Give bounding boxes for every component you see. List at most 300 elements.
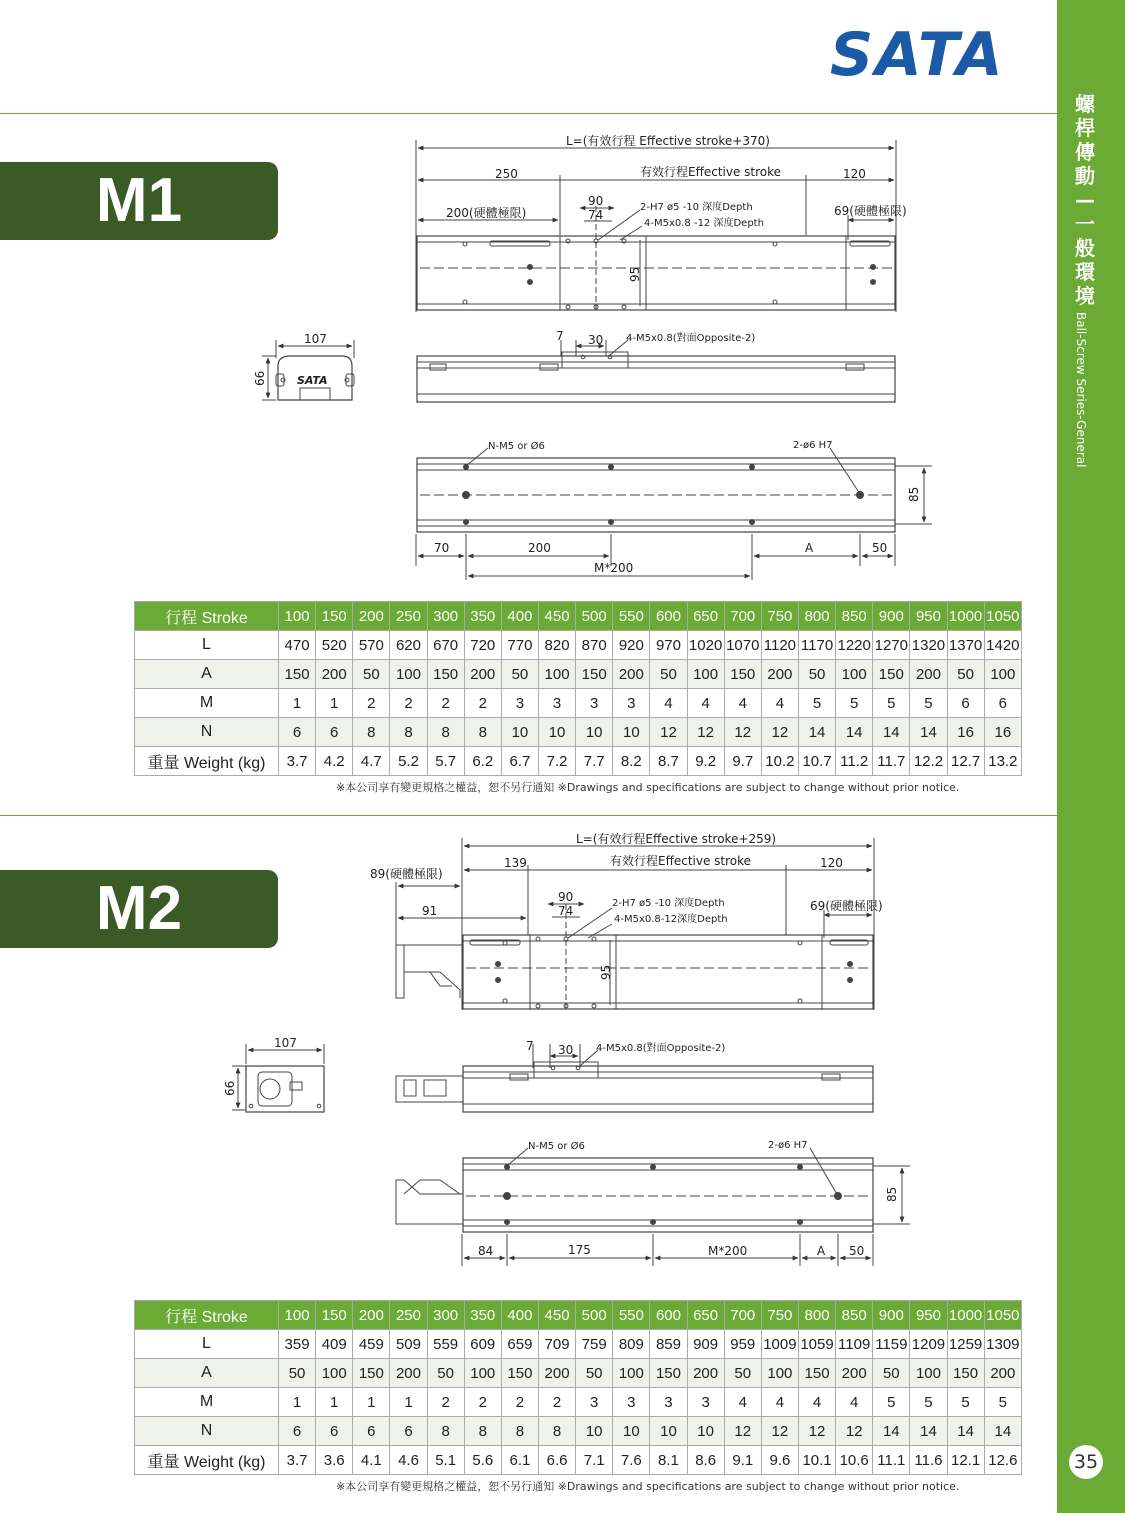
row-label: L bbox=[135, 1330, 279, 1359]
table-cell: 2 bbox=[427, 1388, 464, 1417]
row-label: A bbox=[135, 660, 279, 689]
m2-bM: M*200 bbox=[708, 1244, 748, 1258]
table-cell: 8.2 bbox=[613, 747, 650, 776]
table-cell: 459 bbox=[353, 1330, 390, 1359]
table-cell: 1420 bbox=[984, 631, 1021, 660]
m1-end-logo: SATA bbox=[297, 374, 328, 387]
m1-end-height: 66 bbox=[253, 370, 267, 386]
table-cell: 11.1 bbox=[873, 1446, 910, 1475]
m2-hole-note2: 4-M5x0.8-12深度Depth bbox=[614, 914, 728, 925]
m2-end-view bbox=[232, 1044, 324, 1112]
table-cell: 12.7 bbox=[947, 747, 984, 776]
table-cell: 4 bbox=[724, 689, 761, 718]
m2-total-length: L=(有效行程Effective stroke+259) bbox=[576, 832, 777, 846]
stroke-header-cell: 1050 bbox=[984, 602, 1021, 631]
stroke-header-cell: 250 bbox=[390, 602, 427, 631]
table-cell: 50 bbox=[501, 660, 538, 689]
table-cell: 200 bbox=[761, 660, 798, 689]
m2-bottom-view bbox=[396, 1148, 910, 1266]
table-cell: 5.2 bbox=[390, 747, 427, 776]
table-cell: 970 bbox=[650, 631, 687, 660]
m1-left-limit: 200(硬體極限) bbox=[446, 206, 527, 220]
table-cell: 670 bbox=[427, 631, 464, 660]
m2-height95: 95 bbox=[599, 964, 613, 980]
table-cell: 809 bbox=[613, 1330, 650, 1359]
table-cell: 1320 bbox=[910, 631, 947, 660]
table-cell: 50 bbox=[279, 1359, 316, 1388]
stroke-header-cell: 450 bbox=[538, 1301, 575, 1330]
m1-note: ※本公司享有變更規格之權益，恕不另行通知 ※Drawings and specifications are subject to change without prior notice. bbox=[336, 781, 960, 794]
table-cell: 5 bbox=[873, 1388, 910, 1417]
table-cell: 5.7 bbox=[427, 747, 464, 776]
table-cell: 150 bbox=[427, 660, 464, 689]
table-cell: 1370 bbox=[947, 631, 984, 660]
m2-right-len: 120 bbox=[820, 856, 843, 870]
table-cell: 150 bbox=[501, 1359, 538, 1388]
stroke-header-cell: 950 bbox=[910, 1301, 947, 1330]
table-cell: 100 bbox=[910, 1359, 947, 1388]
table-cell: 200 bbox=[613, 660, 650, 689]
m2-left-limit: 89(硬體極限) bbox=[370, 867, 443, 881]
m1-side-view bbox=[417, 340, 895, 402]
table-cell: 4.2 bbox=[316, 747, 353, 776]
table-cell: 100 bbox=[984, 660, 1021, 689]
m2-d90: 90 bbox=[558, 890, 574, 904]
table-cell: 3.7 bbox=[279, 747, 316, 776]
table-cell: 3 bbox=[613, 689, 650, 718]
stroke-header-cell: 600 bbox=[650, 602, 687, 631]
sidebar-title-cn: 螺桿傳動—一般環境 bbox=[1075, 92, 1095, 308]
stroke-header-cell: 300 bbox=[427, 1301, 464, 1330]
stroke-header-cell: 700 bbox=[724, 602, 761, 631]
table-row bbox=[135, 1359, 1022, 1388]
table-cell: 520 bbox=[316, 631, 353, 660]
table-cell: 10 bbox=[613, 718, 650, 747]
table-cell: 6 bbox=[316, 718, 353, 747]
table-cell: 200 bbox=[464, 660, 501, 689]
table-cell: 3 bbox=[613, 1388, 650, 1417]
table-cell: 5 bbox=[798, 689, 835, 718]
stroke-header-cell: 550 bbox=[613, 602, 650, 631]
stroke-header-cell: 1050 bbox=[984, 1301, 1021, 1330]
m2-pin-holes: 2-ø6 H7 bbox=[768, 1140, 808, 1151]
table-cell: 359 bbox=[279, 1330, 316, 1359]
m1-bA: A bbox=[805, 541, 814, 555]
table-cell: 6 bbox=[947, 689, 984, 718]
table-cell: 150 bbox=[724, 660, 761, 689]
m1-side-note: 4-M5x0.8(對面Opposite-2) bbox=[626, 333, 756, 344]
stroke-header-cell: 1000 bbox=[947, 1301, 984, 1330]
table-cell: 12 bbox=[798, 1417, 835, 1446]
page-number: 35 bbox=[1069, 1445, 1103, 1479]
table-cell: 6 bbox=[390, 1417, 427, 1446]
table-cell: 10.6 bbox=[836, 1446, 873, 1475]
table-cell: 720 bbox=[464, 631, 501, 660]
table-cell: 6 bbox=[316, 1417, 353, 1446]
m2-side-view bbox=[396, 1044, 873, 1112]
stroke-header-cell: 800 bbox=[798, 1301, 835, 1330]
table-row bbox=[135, 747, 1022, 776]
m2-stroke-label: 有效行程Effective stroke bbox=[610, 854, 752, 868]
table-cell: 10 bbox=[576, 1417, 613, 1446]
table-cell: 859 bbox=[650, 1330, 687, 1359]
table-cell: 11.6 bbox=[910, 1446, 947, 1475]
table-cell: 14 bbox=[984, 1417, 1021, 1446]
table-cell: 100 bbox=[613, 1359, 650, 1388]
table-cell: 3 bbox=[501, 689, 538, 718]
stroke-header-cell: 850 bbox=[836, 602, 873, 631]
table-cell: 759 bbox=[576, 1330, 613, 1359]
row-label: L bbox=[135, 631, 279, 660]
table-cell: 14 bbox=[947, 1417, 984, 1446]
table-cell: 10.2 bbox=[761, 747, 798, 776]
m1-b70: 70 bbox=[434, 541, 450, 555]
table-cell: 1059 bbox=[798, 1330, 835, 1359]
table-cell: 4 bbox=[687, 689, 724, 718]
stroke-header-cell: 750 bbox=[761, 1301, 798, 1330]
table-cell: 14 bbox=[873, 718, 910, 747]
table-cell: 10.1 bbox=[798, 1446, 835, 1475]
table-cell: 3.6 bbox=[316, 1446, 353, 1475]
table-cell: 2 bbox=[538, 1388, 575, 1417]
table-cell: 4 bbox=[761, 689, 798, 718]
m2-width85: 85 bbox=[885, 1186, 899, 1202]
m1-d7: 7 bbox=[556, 329, 564, 343]
m1-left-len: 250 bbox=[495, 167, 518, 181]
table-cell: 3 bbox=[576, 689, 613, 718]
table-cell: 5 bbox=[947, 1388, 984, 1417]
row-label: M bbox=[135, 1388, 279, 1417]
row-label: M bbox=[135, 689, 279, 718]
m2-d7: 7 bbox=[526, 1039, 534, 1053]
table-cell: 2 bbox=[390, 689, 427, 718]
m1-b50: 50 bbox=[872, 541, 888, 555]
stroke-header-cell: 800 bbox=[798, 602, 835, 631]
table-cell: 6.2 bbox=[464, 747, 501, 776]
sidebar-title-en: Ball-Screw Series-General bbox=[1074, 312, 1088, 468]
table-row bbox=[135, 660, 1022, 689]
table-cell: 200 bbox=[984, 1359, 1021, 1388]
table-cell: 50 bbox=[576, 1359, 613, 1388]
m2-d74: 74 bbox=[558, 904, 574, 918]
table-cell: 14 bbox=[910, 1417, 947, 1446]
table-cell: 8 bbox=[390, 718, 427, 747]
table-row bbox=[135, 689, 1022, 718]
table-cell: 620 bbox=[390, 631, 427, 660]
table-row bbox=[135, 1330, 1022, 1359]
stroke-header-cell: 550 bbox=[613, 1301, 650, 1330]
table-cell: 50 bbox=[873, 1359, 910, 1388]
stroke-header-label: 行程 Stroke bbox=[135, 1301, 279, 1330]
table-cell: 5 bbox=[910, 689, 947, 718]
table-cell: 1020 bbox=[687, 631, 724, 660]
stroke-header-cell: 350 bbox=[464, 602, 501, 631]
table-row bbox=[135, 718, 1022, 747]
table-cell: 770 bbox=[501, 631, 538, 660]
table-cell: 100 bbox=[464, 1359, 501, 1388]
m1-n-holes: N-M5 or Ø6 bbox=[488, 441, 545, 452]
table-cell: 200 bbox=[390, 1359, 427, 1388]
table-cell: 9.6 bbox=[761, 1446, 798, 1475]
table-cell: 559 bbox=[427, 1330, 464, 1359]
table-cell: 12.6 bbox=[984, 1446, 1021, 1475]
stroke-header-cell: 350 bbox=[464, 1301, 501, 1330]
table-cell: 50 bbox=[724, 1359, 761, 1388]
table-cell: 100 bbox=[538, 660, 575, 689]
table-cell: 9.2 bbox=[687, 747, 724, 776]
table-cell: 4.1 bbox=[353, 1446, 390, 1475]
table-cell: 2 bbox=[501, 1388, 538, 1417]
table-cell: 12 bbox=[687, 718, 724, 747]
table-cell: 10 bbox=[576, 718, 613, 747]
m1-spec-table bbox=[134, 601, 1022, 776]
table-cell: 7.2 bbox=[538, 747, 575, 776]
table-cell: 200 bbox=[316, 660, 353, 689]
table-cell: 6.6 bbox=[538, 1446, 575, 1475]
table-cell: 4.6 bbox=[390, 1446, 427, 1475]
table-cell: 8 bbox=[353, 718, 390, 747]
table-cell: 8.7 bbox=[650, 747, 687, 776]
stroke-header-cell: 600 bbox=[650, 1301, 687, 1330]
stroke-header-cell: 950 bbox=[910, 602, 947, 631]
table-cell: 10 bbox=[501, 718, 538, 747]
table-cell: 6 bbox=[353, 1417, 390, 1446]
table-cell: 10.7 bbox=[798, 747, 835, 776]
m1-height95: 95 bbox=[628, 266, 642, 282]
table-cell: 150 bbox=[576, 660, 613, 689]
table-cell: 12 bbox=[724, 718, 761, 747]
table-cell: 150 bbox=[279, 660, 316, 689]
model-tag-m1: M1 bbox=[0, 162, 278, 240]
stroke-header-cell: 150 bbox=[316, 602, 353, 631]
table-cell: 1 bbox=[316, 1388, 353, 1417]
stroke-header-cell: 750 bbox=[761, 602, 798, 631]
table-cell: 200 bbox=[687, 1359, 724, 1388]
row-label: A bbox=[135, 1359, 279, 1388]
table-cell: 50 bbox=[798, 660, 835, 689]
stroke-header-cell: 900 bbox=[873, 1301, 910, 1330]
table-cell: 100 bbox=[316, 1359, 353, 1388]
table-cell: 100 bbox=[687, 660, 724, 689]
m2-d30: 30 bbox=[558, 1043, 574, 1057]
m1-pin-holes: 2-ø6 H7 bbox=[793, 440, 833, 451]
table-cell: 3 bbox=[650, 1388, 687, 1417]
table-cell: 870 bbox=[576, 631, 613, 660]
stroke-header-cell: 200 bbox=[353, 1301, 390, 1330]
stroke-header-cell: 900 bbox=[873, 602, 910, 631]
table-cell: 10 bbox=[650, 1417, 687, 1446]
table-cell: 2 bbox=[464, 689, 501, 718]
table-cell: 709 bbox=[538, 1330, 575, 1359]
m2-end-width: 107 bbox=[274, 1036, 297, 1050]
stroke-header-cell: 500 bbox=[576, 1301, 613, 1330]
table-cell: 3 bbox=[538, 689, 575, 718]
table-cell: 10 bbox=[687, 1417, 724, 1446]
m1-bottom-view bbox=[416, 448, 932, 580]
table-cell: 14 bbox=[910, 718, 947, 747]
table-cell: 10 bbox=[613, 1417, 650, 1446]
table-cell: 609 bbox=[464, 1330, 501, 1359]
table-cell: 200 bbox=[910, 660, 947, 689]
m1-width85: 85 bbox=[907, 486, 921, 502]
m2-right-limit: 69(硬體極限) bbox=[810, 899, 883, 913]
table-cell: 3.7 bbox=[279, 1446, 316, 1475]
table-cell: 1259 bbox=[947, 1330, 984, 1359]
table-cell: 50 bbox=[650, 660, 687, 689]
table-cell: 11.2 bbox=[836, 747, 873, 776]
table-cell: 11.7 bbox=[873, 747, 910, 776]
table-cell: 12 bbox=[761, 718, 798, 747]
m1-total-length: L=(有效行程 Effective stroke+370) bbox=[566, 134, 770, 148]
table-cell: 50 bbox=[427, 1359, 464, 1388]
table-cell: 14 bbox=[798, 718, 835, 747]
table-cell: 409 bbox=[316, 1330, 353, 1359]
stroke-header-cell: 200 bbox=[353, 602, 390, 631]
table-cell: 6 bbox=[279, 718, 316, 747]
table-cell: 1070 bbox=[724, 631, 761, 660]
table-cell: 8 bbox=[464, 718, 501, 747]
table-cell: 3 bbox=[576, 1388, 613, 1417]
table-cell: 13.2 bbox=[984, 747, 1021, 776]
stroke-header-cell: 700 bbox=[724, 1301, 761, 1330]
table-cell: 6 bbox=[279, 1417, 316, 1446]
stroke-header-cell: 300 bbox=[427, 602, 464, 631]
m2-b50: 50 bbox=[849, 1244, 865, 1258]
table-cell: 509 bbox=[390, 1330, 427, 1359]
table-cell: 1 bbox=[353, 1388, 390, 1417]
row-label: N bbox=[135, 718, 279, 747]
m1-d30: 30 bbox=[588, 333, 604, 347]
table-cell: 150 bbox=[873, 660, 910, 689]
stroke-header-cell: 850 bbox=[836, 1301, 873, 1330]
table-cell: 12 bbox=[836, 1417, 873, 1446]
table-cell: 10 bbox=[538, 718, 575, 747]
stroke-header-cell: 100 bbox=[279, 602, 316, 631]
table-cell: 5 bbox=[873, 689, 910, 718]
m2-note: ※本公司享有變更規格之權益，恕不另行通知 ※Drawings and specifications are subject to change without prior notice. bbox=[336, 1480, 960, 1493]
m2-d91: 91 bbox=[422, 904, 438, 918]
stroke-header-cell: 450 bbox=[538, 602, 575, 631]
m2-b84: 84 bbox=[478, 1244, 494, 1258]
stroke-header-cell: 150 bbox=[316, 1301, 353, 1330]
table-cell: 5 bbox=[910, 1388, 947, 1417]
table-cell: 6.7 bbox=[501, 747, 538, 776]
table-cell: 8 bbox=[427, 718, 464, 747]
table-cell: 2 bbox=[464, 1388, 501, 1417]
table-cell: 12 bbox=[724, 1417, 761, 1446]
stroke-header-label: 行程 Stroke bbox=[135, 602, 279, 631]
table-cell: 150 bbox=[947, 1359, 984, 1388]
table-cell: 200 bbox=[538, 1359, 575, 1388]
table-cell: 1270 bbox=[873, 631, 910, 660]
table-cell: 1 bbox=[279, 1388, 316, 1417]
table-cell: 8.6 bbox=[687, 1446, 724, 1475]
m1-hole-note1: 2-H7 ø5 -10 深度Depth bbox=[640, 202, 753, 213]
table-cell: 909 bbox=[687, 1330, 724, 1359]
table-cell: 5.1 bbox=[427, 1446, 464, 1475]
table-cell: 7.1 bbox=[576, 1446, 613, 1475]
m2-n-holes: N-M5 or Ø6 bbox=[528, 1141, 585, 1152]
table-cell: 3 bbox=[687, 1388, 724, 1417]
m2-side-note: 4-M5x0.8(對面Opposite-2) bbox=[596, 1043, 726, 1054]
table-cell: 2 bbox=[353, 689, 390, 718]
table-cell: 4 bbox=[650, 689, 687, 718]
stroke-header-cell: 650 bbox=[687, 1301, 724, 1330]
m2-spec-table bbox=[134, 1300, 1022, 1475]
m2-hole-note1: 2-H7 ø5 -10 深度Depth bbox=[612, 898, 725, 909]
table-cell: 50 bbox=[353, 660, 390, 689]
table-cell: 6 bbox=[984, 689, 1021, 718]
table-cell: 4 bbox=[724, 1388, 761, 1417]
m2-b175: 175 bbox=[568, 1243, 591, 1257]
table-cell: 5 bbox=[984, 1388, 1021, 1417]
row-label: 重量 Weight (kg) bbox=[135, 747, 279, 776]
sata-logo: SATA bbox=[830, 20, 1005, 90]
table-cell: 1009 bbox=[761, 1330, 798, 1359]
table-cell: 1209 bbox=[910, 1330, 947, 1359]
table-cell: 570 bbox=[353, 631, 390, 660]
m1-end-view bbox=[262, 340, 354, 400]
table-cell: 1220 bbox=[836, 631, 873, 660]
table-cell: 8 bbox=[464, 1417, 501, 1446]
table-cell: 1109 bbox=[836, 1330, 873, 1359]
table-cell: 9.7 bbox=[724, 747, 761, 776]
table-cell: 16 bbox=[947, 718, 984, 747]
m1-d74: 74 bbox=[588, 208, 604, 222]
table-cell: 12 bbox=[650, 718, 687, 747]
table-cell: 1159 bbox=[873, 1330, 910, 1359]
stroke-header-cell: 400 bbox=[501, 602, 538, 631]
m1-b200: 200 bbox=[528, 541, 551, 555]
table-cell: 12.2 bbox=[910, 747, 947, 776]
table-cell: 959 bbox=[724, 1330, 761, 1359]
table-row bbox=[135, 631, 1022, 660]
table-cell: 16 bbox=[984, 718, 1021, 747]
table-cell: 150 bbox=[650, 1359, 687, 1388]
table-cell: 470 bbox=[279, 631, 316, 660]
table-cell: 14 bbox=[873, 1417, 910, 1446]
m1-bM: M*200 bbox=[594, 561, 634, 575]
table-cell: 920 bbox=[613, 631, 650, 660]
table-cell: 1 bbox=[390, 1388, 427, 1417]
m2-left-len: 139 bbox=[504, 856, 527, 870]
table-cell: 7.6 bbox=[613, 1446, 650, 1475]
table-cell: 4 bbox=[798, 1388, 835, 1417]
table-cell: 9.1 bbox=[724, 1446, 761, 1475]
table-cell: 100 bbox=[390, 660, 427, 689]
table-cell: 5 bbox=[836, 689, 873, 718]
stroke-header-cell: 250 bbox=[390, 1301, 427, 1330]
table-cell: 150 bbox=[353, 1359, 390, 1388]
table-cell: 4.7 bbox=[353, 747, 390, 776]
table-cell: 4 bbox=[836, 1388, 873, 1417]
m1-end-width: 107 bbox=[304, 332, 327, 346]
stroke-header-cell: 1000 bbox=[947, 602, 984, 631]
table-cell: 5.6 bbox=[464, 1446, 501, 1475]
table-cell: 150 bbox=[798, 1359, 835, 1388]
m2-end-height: 66 bbox=[223, 1080, 237, 1096]
table-cell: 6.1 bbox=[501, 1446, 538, 1475]
m1-d90: 90 bbox=[588, 194, 604, 208]
table-cell: 1 bbox=[316, 689, 353, 718]
table-cell: 1309 bbox=[984, 1330, 1021, 1359]
table-cell: 8.1 bbox=[650, 1446, 687, 1475]
stroke-header-cell: 500 bbox=[576, 602, 613, 631]
table-cell: 7.7 bbox=[576, 747, 613, 776]
m1-stroke-label: 有效行程Effective stroke bbox=[640, 165, 782, 179]
table-cell: 1 bbox=[279, 689, 316, 718]
table-cell: 8 bbox=[538, 1417, 575, 1446]
